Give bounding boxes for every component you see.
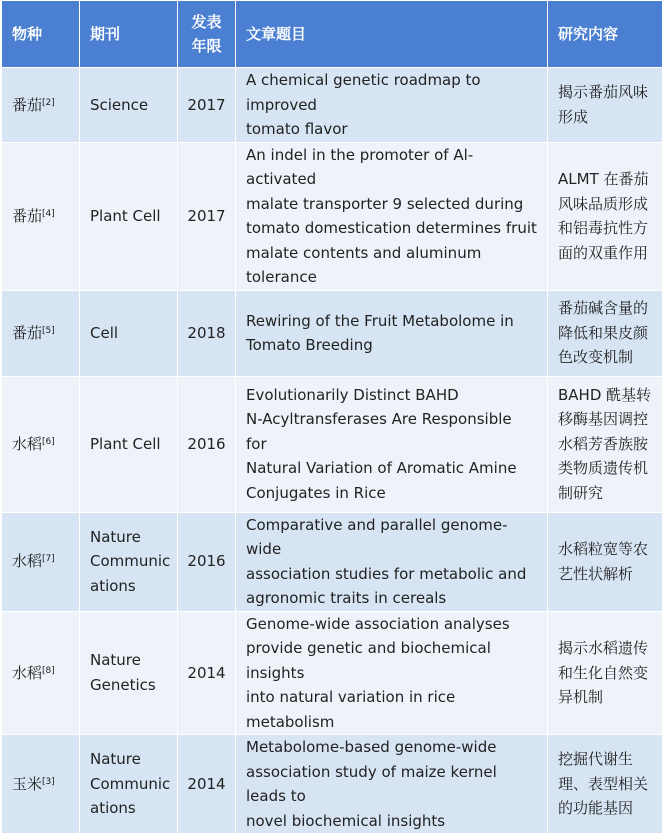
header-species: 物种 xyxy=(2,1,80,68)
header-journal: 期刊 xyxy=(80,1,178,68)
content-cell-line: 番茄碱含量的 xyxy=(558,296,652,321)
title-cell-line: association study of maize kernel leads to xyxy=(246,760,537,809)
reference-marker: [3] xyxy=(42,777,55,787)
content-cell-line: 和铝毒抗性方 xyxy=(558,216,652,241)
journal-cell-line: Cell xyxy=(90,321,167,346)
year-cell: 2014 xyxy=(178,611,236,735)
content-cell-line: 制研究 xyxy=(558,481,652,506)
header-content: 研究内容 xyxy=(548,1,662,68)
title-cell-line: tomato flavor xyxy=(246,117,537,142)
content-cell xyxy=(548,611,662,735)
table-row xyxy=(2,142,662,290)
reference-marker: [6] xyxy=(42,437,55,447)
reference-marker: [8] xyxy=(42,666,55,676)
species-cell xyxy=(2,142,80,290)
title-cell xyxy=(236,142,548,290)
content-cell-line: 挖掘代谢生 xyxy=(558,747,652,772)
title-cell-line: malate contents and aluminum tolerance xyxy=(246,241,537,290)
reference-marker: [2] xyxy=(42,98,55,108)
content-cell-line: 和生化自然变 xyxy=(558,661,652,686)
content-cell xyxy=(548,512,662,611)
title-cell-line: Conjugates in Rice xyxy=(246,481,537,506)
species-name: 玉米 xyxy=(12,775,42,793)
journal-cell-line: Nature xyxy=(90,525,167,550)
species-cell xyxy=(2,611,80,735)
header-year-line1: 发表 xyxy=(182,10,231,34)
title-cell xyxy=(236,68,548,143)
reference-table xyxy=(1,0,662,834)
year-cell: 2018 xyxy=(178,290,236,376)
content-cell-line: 水稻芳香族胺 xyxy=(558,432,652,457)
content-cell-line: 揭示番茄风味 xyxy=(558,80,652,105)
content-cell-line: 异机制 xyxy=(558,685,652,710)
content-cell-line: 风味品质形成 xyxy=(558,192,652,217)
content-cell xyxy=(548,376,662,512)
table-row xyxy=(2,376,662,512)
table-row xyxy=(2,290,662,376)
title-cell xyxy=(236,290,548,376)
table-row xyxy=(2,611,662,735)
journal-cell xyxy=(80,142,178,290)
journal-cell xyxy=(80,290,178,376)
title-cell-line: Natural Variation of Aromatic Amine xyxy=(246,456,537,481)
content-cell-line: 面的双重作用 xyxy=(558,241,652,266)
title-cell-line: Comparative and parallel genome-wide xyxy=(246,513,537,562)
table-body xyxy=(2,68,662,834)
journal-cell-line: Communic xyxy=(90,549,167,574)
content-cell xyxy=(548,290,662,376)
title-cell-line: provide genetic and biochemical insights xyxy=(246,636,537,685)
header-row xyxy=(2,1,662,68)
content-cell-line: 类物质遗传机 xyxy=(558,456,652,481)
title-cell-line: novel biochemical insights xyxy=(246,809,537,834)
table-row xyxy=(2,735,662,834)
header-title: 文章题目 xyxy=(236,1,548,68)
title-cell-line: tomato domestication determines fruit xyxy=(246,216,537,241)
journal-cell xyxy=(80,376,178,512)
reference-marker: [4] xyxy=(42,209,55,219)
species-name: 番茄 xyxy=(12,207,42,225)
title-cell-line: An indel in the promoter of Al-activated xyxy=(246,143,537,192)
title-cell-line: Genome-wide association analyses xyxy=(246,612,537,637)
title-cell xyxy=(236,512,548,611)
title-cell-line: Evolutionarily Distinct BAHD xyxy=(246,383,537,408)
journal-cell-line: Science xyxy=(90,93,167,118)
journal-cell-line: Communic xyxy=(90,772,167,797)
content-cell-line: 理、表型相关 xyxy=(558,772,652,797)
species-name: 番茄 xyxy=(12,324,42,342)
year-cell: 2016 xyxy=(178,512,236,611)
title-cell-line: association studies for metabolic and xyxy=(246,562,537,587)
title-cell-line: Rewiring of the Fruit Metabolome in xyxy=(246,309,537,334)
title-cell-line: Tomato Breeding xyxy=(246,333,537,358)
title-cell-line: into natural variation in rice metabolism xyxy=(246,685,537,734)
species-cell xyxy=(2,376,80,512)
content-cell xyxy=(548,142,662,290)
journal-cell-line: Plant Cell xyxy=(90,204,167,229)
year-cell: 2017 xyxy=(178,68,236,143)
journal-cell-line: Genetics xyxy=(90,673,167,698)
year-cell: 2017 xyxy=(178,142,236,290)
title-cell-line: malate transporter 9 selected during xyxy=(246,192,537,217)
content-cell-line: 揭示水稻遗传 xyxy=(558,636,652,661)
content-cell-line: ALMT 在番茄 xyxy=(558,167,652,192)
species-cell xyxy=(2,290,80,376)
journal-cell-line: Nature xyxy=(90,648,167,673)
content-cell-line: 降低和果皮颜 xyxy=(558,321,652,346)
species-cell xyxy=(2,735,80,834)
species-cell xyxy=(2,512,80,611)
header-year-line2: 年限 xyxy=(182,34,231,58)
content-cell-line: 的功能基因 xyxy=(558,796,652,821)
content-cell-line: 水稻粒宽等农 xyxy=(558,537,652,562)
species-name: 水稻 xyxy=(12,552,42,570)
species-name: 番茄 xyxy=(12,96,42,114)
species-name: 水稻 xyxy=(12,664,42,682)
reference-marker: [5] xyxy=(42,326,55,336)
content-cell-line: 形成 xyxy=(558,105,652,130)
title-cell-line: N-Acyltransferases Are Responsible for xyxy=(246,407,537,456)
journal-cell xyxy=(80,512,178,611)
journal-cell-line: Nature xyxy=(90,747,167,772)
header-year xyxy=(178,1,236,68)
table-row xyxy=(2,68,662,143)
title-cell-line: agronomic traits in cereals xyxy=(246,586,537,611)
journal-cell-line: ations xyxy=(90,574,167,599)
year-cell: 2014 xyxy=(178,735,236,834)
journal-cell xyxy=(80,735,178,834)
content-cell xyxy=(548,735,662,834)
content-cell-line: BAHD 酰基转 xyxy=(558,383,652,408)
title-cell xyxy=(236,735,548,834)
content-cell-line: 艺性状解析 xyxy=(558,562,652,587)
title-cell xyxy=(236,611,548,735)
journal-cell xyxy=(80,68,178,143)
journal-cell-line: Plant Cell xyxy=(90,432,167,457)
reference-marker: [7] xyxy=(42,554,55,564)
species-name: 水稻 xyxy=(12,435,42,453)
content-cell xyxy=(548,68,662,143)
title-cell-line: Metabolome-based genome-wide xyxy=(246,735,537,760)
journal-cell xyxy=(80,611,178,735)
title-cell-line: A chemical genetic roadmap to improved xyxy=(246,68,537,117)
content-cell-line: 色改变机制 xyxy=(558,345,652,370)
title-cell xyxy=(236,376,548,512)
year-cell: 2016 xyxy=(178,376,236,512)
species-cell xyxy=(2,68,80,143)
content-cell-line: 移酶基因调控 xyxy=(558,407,652,432)
journal-cell-line: ations xyxy=(90,796,167,821)
table-row xyxy=(2,512,662,611)
